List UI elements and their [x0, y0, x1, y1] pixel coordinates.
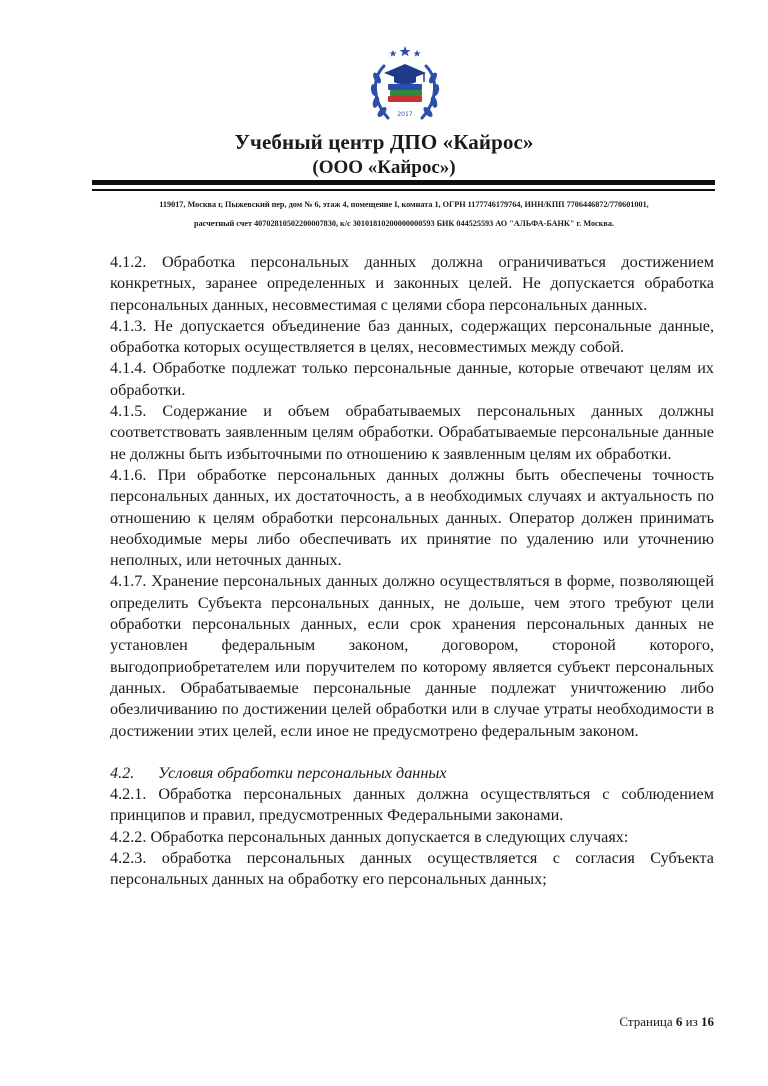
paragraph-4-1-2: 4.1.2. Обработка персональных данных должна ограничиваться достижением конкретных, заранее определенных и законных целей. Не допускается обработка персональных данных, несовместимая с целями сбора персональных данных.: [110, 253, 714, 314]
section-heading-4-2: [110, 763, 714, 784]
section-title: Условия обработки персональных данных: [158, 763, 447, 782]
header-divider-thin: [92, 189, 715, 191]
organization-legal-name: (ООО «Кайрос»): [312, 157, 456, 178]
paragraph-4-2-2: 4.2.2. Обработка персональных данных допускается в следующих случаях:: [110, 827, 629, 846]
header-divider-thick: [92, 180, 715, 185]
organization-name: Учебный центр ДПО «Кайрос»: [234, 130, 534, 154]
page-label: Страница: [619, 1014, 673, 1029]
page-total: 16: [701, 1014, 714, 1029]
page-of: из: [685, 1014, 698, 1029]
paragraph-4-2-3: 4.2.3. обработка персональных данных осуществляется с согласия Субъекта персональных данных на обработку его персональных данных;: [110, 849, 714, 889]
logo-year-text: 2017: [397, 111, 413, 118]
paragraph-4-1-3: 4.1.3. Не допускается объединение баз данных, содержащих персональные данные, обработка которых осуществляется в целях, несовместимых между собой.: [110, 316, 714, 357]
paragraph-4-1-5: 4.1.5. Содержание и объем обрабатываемых персональных данных должны соответствовать заявленным целям обработки. Обрабатываемые персональные данные не должны быть избыточными по отношению к заявленным целям их обработки.: [110, 402, 714, 463]
paragraph-4-2-1: 4.2.1. Обработка персональных данных должна осуществляться с соблюдением принципов и правил, предусмотренных Федеральными законами.: [110, 785, 714, 825]
page-number: [619, 1014, 714, 1030]
paragraph-4-1-4: 4.1.4. Обработке подлежат только персональные данные, которые отвечают целям их обработки.: [110, 359, 714, 399]
company-logo-icon: [362, 44, 448, 130]
requisites-line-1: 119017, Москва г, Пыжевский пер, дом № 6, этаж 4, помещение I, комната 1, ОГРН 1177746179764, ИНН/КПП 7706446872/770601001,: [159, 200, 649, 209]
page-current: 6: [675, 1014, 683, 1029]
section-number: 4.2.: [110, 763, 135, 782]
document-body: [110, 252, 714, 891]
paragraph-4-1-7: 4.1.7. Хранение персональных данных должно осуществляться в форме, позволяющей определить Субъекта персональных данных, не дольше, чем этого требуют цели обработки персональных данных, если срок хранения персональных данных не установлен федеральным законом, договором, стороной которого, выгодоприобретателем или поручителем по которому является субъект персональных данных. Обрабатываемые персональные данные подлежат уничтожению либо обезличиванию по достижении целей обработки или в случае утраты необходимости в достижении этих целей, если иное не предусмотрено федеральным законом.: [110, 572, 714, 740]
requisites-line-2: расчетный счет 40702810502200007830, к/с 30101810200000000593 БИК 044525593 АО "АЛЬФА-БАНК" г. Москва.: [194, 219, 614, 228]
paragraph-4-1-6: 4.1.6. При обработке персональных данных должны быть обеспечены точность персональных данных, их достаточность, а в необходимых случаях и актуальность по отношению к целям обработки персональных данных. Оператор должен принимать необходимые меры либо обеспечивать их принятие по удалению или уточнению неполных, или неточных данных.: [110, 465, 714, 570]
